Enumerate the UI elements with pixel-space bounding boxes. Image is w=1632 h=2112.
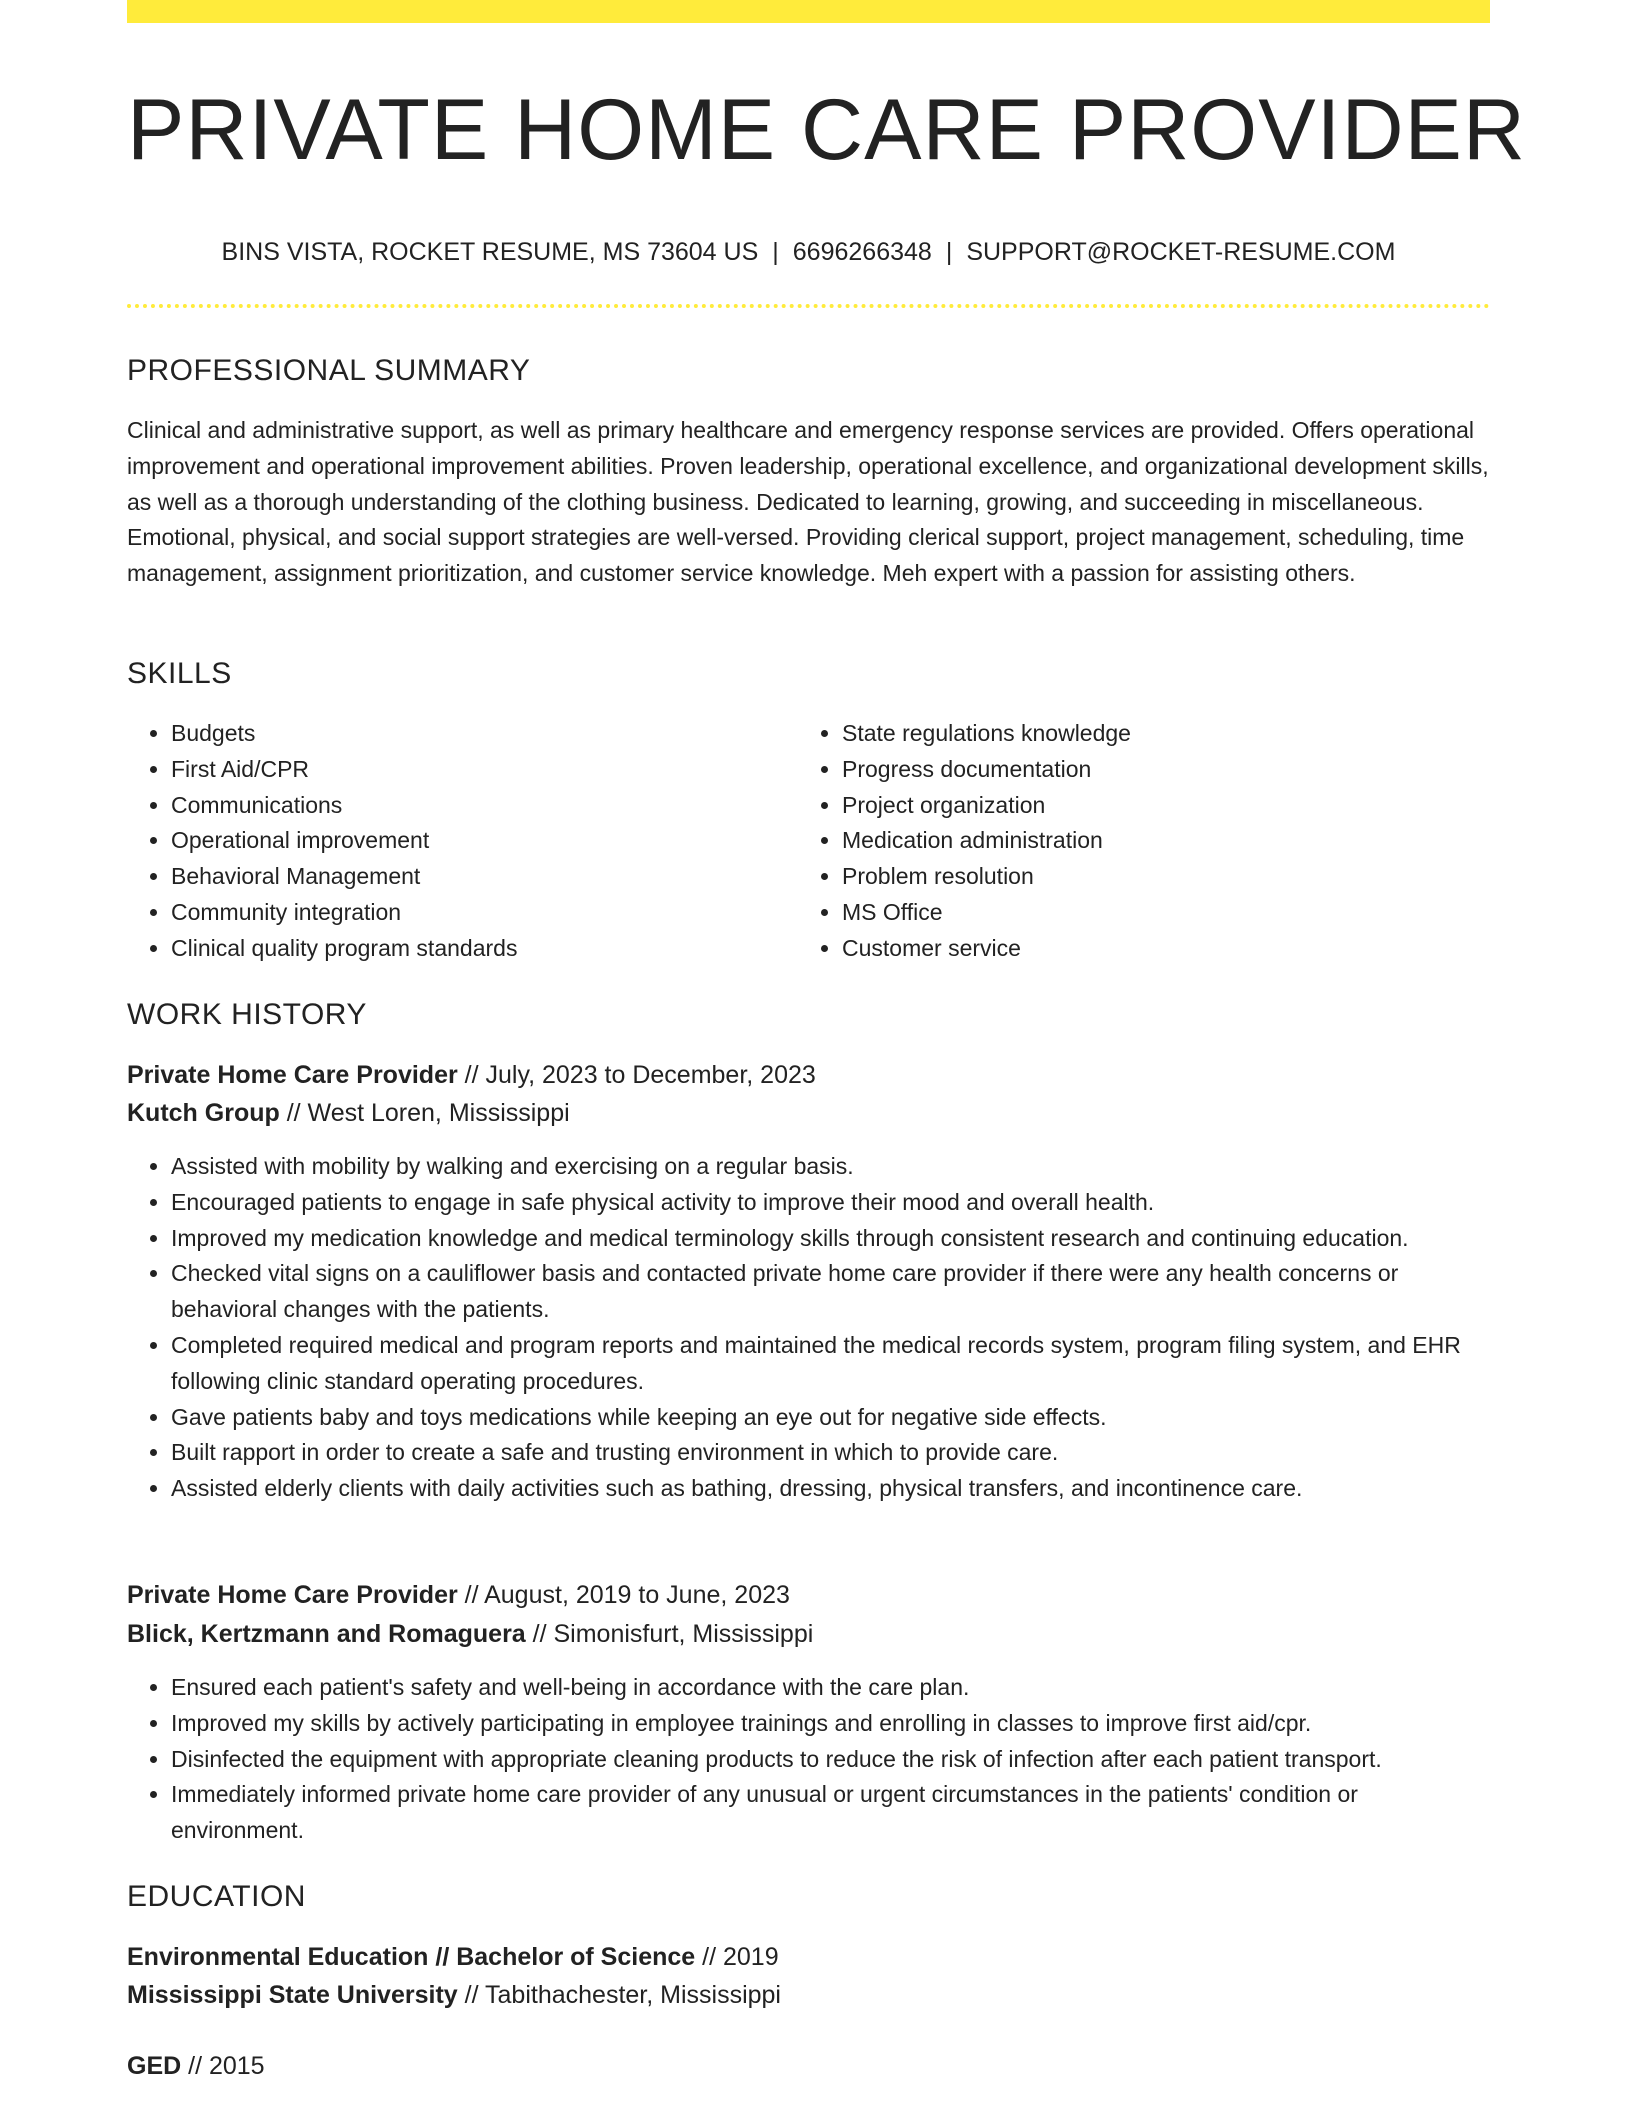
job-company-line: [127, 1618, 813, 1650]
job-bullet: • Gave patients baby and toys medications while keeping an eye out for negative side effects.: [171, 1400, 1490, 1436]
skills-title: SKILLS: [127, 657, 232, 690]
job-title-line: [127, 1579, 790, 1611]
candidate-name: PRIVATE HOME CARE PROVIDER: [127, 82, 1527, 178]
education-degree: GED: [127, 2052, 182, 2080]
job-bullet: • Built rapport in order to create a safe and trusting environment in which to provide care.: [171, 1435, 1490, 1471]
education-title: EDUCATION: [127, 1880, 306, 1913]
skill-item: • Clinical quality program standards: [171, 931, 767, 967]
education-year: // 2015: [181, 2052, 265, 2080]
job-title-line: [127, 1059, 816, 1091]
contact-phone: 6696266348: [792, 238, 932, 266]
accent-bar: [127, 0, 1490, 23]
job-bullet: • Encouraged patients to engage in safe physical activity to improve their mood and overall health.: [171, 1185, 1490, 1221]
job-bullet: • Assisted elderly clients with daily activities such as bathing, dressing, physical transfers, and incontinence care.: [171, 1471, 1490, 1507]
job-location: // Simonisfurt, Mississippi: [525, 1620, 814, 1648]
job-company-line: [127, 1097, 570, 1129]
skill-item: • Customer service: [842, 931, 1438, 967]
summary-text: Clinical and administrative support, as well as primary healthcare and emergency response services are provided. Offers operational improvement and operational improvement abilities. Proven leadership, operational excellence, and organizational development skills, as well as a thorough understanding of the clothing business. Dedicated to learning, growing, and succeeding in miscellaneous. Emotional, physical, and social support strategies are well-versed. Providing clerical support, project management, scheduling, time management, assignment prioritization, and customer service knowledge. Meh expert with a passion for assisting others.: [127, 417, 1489, 587]
job-bullet: • Checked vital signs on a cauliflower basis and contacted private home care provider if there were any health concerns or behavioral changes with the patients.: [171, 1256, 1490, 1328]
skill-item: • Community integration: [171, 895, 767, 931]
contact-separator: |: [945, 238, 953, 266]
skill-item: • Medication administration: [842, 823, 1438, 859]
summary-title: PROFESSIONAL SUMMARY: [127, 354, 531, 387]
job-bullet: • Disinfected the equipment with appropriate cleaning products to reduce the risk of infection after each patient transport.: [171, 1742, 1490, 1778]
job-dates: // August, 2019 to June, 2023: [457, 1581, 790, 1609]
job-bullets: [127, 1670, 1490, 1849]
contact-email[interactable]: SUPPORT@ROCKET-RESUME.COM: [966, 238, 1396, 266]
job-dates: // July, 2023 to December, 2023: [457, 1061, 816, 1089]
job-bullet: • Improved my skills by actively participating in employee trainings and enrolling in classes to improve first aid/cpr.: [171, 1706, 1490, 1742]
skill-item: • Operational improvement: [171, 823, 767, 859]
job-role: Private Home Care Provider: [127, 1581, 458, 1609]
skill-item: • State regulations knowledge: [842, 716, 1438, 752]
job-bullet: • Completed required medical and program reports and maintained the medical records system, program filing system, and EHR following clinic standard operating procedures.: [171, 1328, 1490, 1400]
work-history-title: WORK HISTORY: [127, 998, 367, 1031]
job-company: Kutch Group: [127, 1099, 280, 1127]
job-bullet: • Ensured each patient's safety and well-being in accordance with the care plan.: [171, 1670, 1490, 1706]
education-year: // 2019: [695, 1943, 779, 1971]
skill-item: • Progress documentation: [842, 752, 1438, 788]
contact-address: BINS VISTA, ROCKET RESUME, MS 73604 US: [221, 238, 759, 266]
contact-line: [127, 236, 1490, 268]
skill-item: • Problem resolution: [842, 859, 1438, 895]
education-school: Mississippi State University: [127, 1981, 458, 2009]
skills-column-left: [127, 716, 767, 967]
skill-item: • First Aid/CPR: [171, 752, 767, 788]
education-degree-line: [127, 2050, 265, 2082]
education-location: // Tabithachester, Mississippi: [457, 1981, 781, 2009]
job-company: Blick, Kertzmann and Romaguera: [127, 1620, 526, 1648]
contact-separator: |: [772, 238, 779, 266]
education-degree: Environmental Education // Bachelor of Science: [127, 1943, 696, 1971]
education-degree-line: [127, 1941, 779, 1973]
job-bullet: • Immediately informed private home care provider of any unusual or urgent circumstances in the patients' condition or environment.: [171, 1777, 1490, 1849]
skill-item: • Budgets: [171, 716, 767, 752]
skill-item: • Communications: [171, 788, 767, 824]
job-bullet: • Improved my medication knowledge and medical terminology skills through consistent research and continuing education.: [171, 1221, 1490, 1257]
job-role: Private Home Care Provider: [127, 1061, 458, 1089]
skills-column-right: [798, 716, 1438, 967]
header-divider: [127, 304, 1490, 308]
job-bullet: • Assisted with mobility by walking and exercising on a regular basis.: [171, 1149, 1490, 1185]
skill-item: • MS Office: [842, 895, 1438, 931]
job-location: // West Loren, Mississippi: [279, 1099, 570, 1127]
job-bullets: [127, 1149, 1490, 1507]
skill-item: • Behavioral Management: [171, 859, 767, 895]
skill-item: • Project organization: [842, 788, 1438, 824]
education-school-line: [127, 1979, 781, 2011]
